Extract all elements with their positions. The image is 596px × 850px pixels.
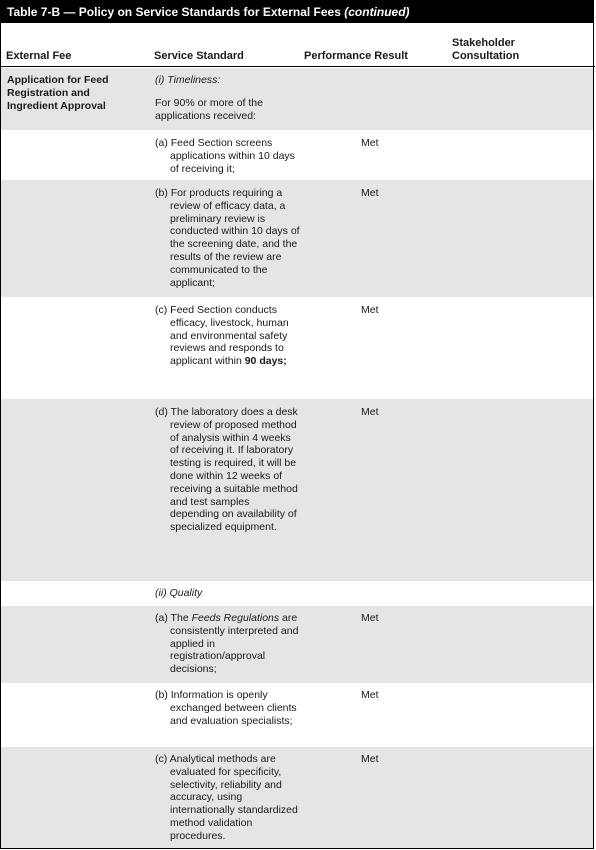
table-row (1, 180, 593, 297)
result-quality-a: Met (361, 612, 379, 624)
standard-text: (a) The (155, 612, 192, 624)
standard-timeliness-c (155, 304, 300, 368)
table-title-text: Table 7-B — Policy on Service Standards for External Fees (7, 5, 345, 19)
quality-heading: (ii) Quality (155, 587, 203, 599)
table-row (1, 747, 593, 848)
column-header-performance-result: Performance Result (304, 50, 408, 62)
standard-quality-b (155, 689, 300, 727)
table-row (1, 68, 593, 130)
result-timeliness-b: Met (361, 187, 379, 199)
standard-text: (a) Feed Section screens applications within 10 days of receiving it; (155, 137, 295, 175)
timeliness-block (155, 74, 300, 122)
standard-quality-c (155, 753, 300, 843)
table-title (1, 1, 593, 23)
result-quality-c: Met (361, 753, 379, 765)
standard-deadline: 90 days; (244, 355, 287, 368)
result-timeliness-d: Met (361, 406, 379, 418)
standard-text: (b) For products requiring a review of efficacy data, a preliminary review is conducted within 10 days of the screening date, and the results of the review are communicated to the applicant; (155, 187, 300, 289)
result-timeliness-a: Met (361, 137, 379, 149)
result-quality-b: Met (361, 689, 379, 701)
column-header-external-fee: External Fee (6, 50, 72, 62)
column-header-stakeholder-consultation: Stakeholder Consultation (452, 37, 520, 62)
column-header-service-standard: Service Standard (154, 50, 244, 62)
regulation-name: Feeds Regulations (191, 612, 280, 624)
standard-timeliness-a (155, 137, 300, 175)
table-row (1, 297, 593, 399)
standard-quality-a (155, 612, 300, 676)
standard-timeliness-d (155, 406, 300, 534)
table-title-continued: (continued) (344, 5, 410, 19)
table-row (1, 399, 593, 581)
table-row (1, 606, 593, 683)
timeliness-heading: (i) Timeliness: (155, 74, 221, 86)
table-row (1, 130, 593, 180)
timeliness-intro: For 90% or more of the applications received: (155, 96, 263, 122)
external-fee-name: Application for Feed Registration and Ingredient Approval (7, 74, 109, 112)
standard-text: (d) The laboratory does a desk review of proposed method of analysis within 4 weeks of receiving it. If laboratory testing is required, it will be done within 12 weeks of receiving a suitable method and test samples depending on availability of specialized equipment. (155, 406, 298, 534)
standard-text: (c) Analytical methods are evaluated for specificity, selectivity, reliability and accuracy, using internationally standardized method validation procedures. (155, 753, 298, 842)
result-timeliness-c: Met (361, 304, 379, 316)
table-row (1, 581, 593, 606)
table-row (1, 683, 593, 747)
standard-text: (b) Information is openly exchanged between clients and evaluation specialists; (155, 689, 297, 727)
header-rule (1, 66, 595, 67)
standard-timeliness-b (155, 187, 300, 289)
standard-text: are consistently interpreted and applied in registration/approval decisions; (170, 612, 299, 676)
standard-text: (c) Feed Section conducts efficacy, livestock, human and environmental safety reviews and responds to applicant within (155, 304, 289, 368)
